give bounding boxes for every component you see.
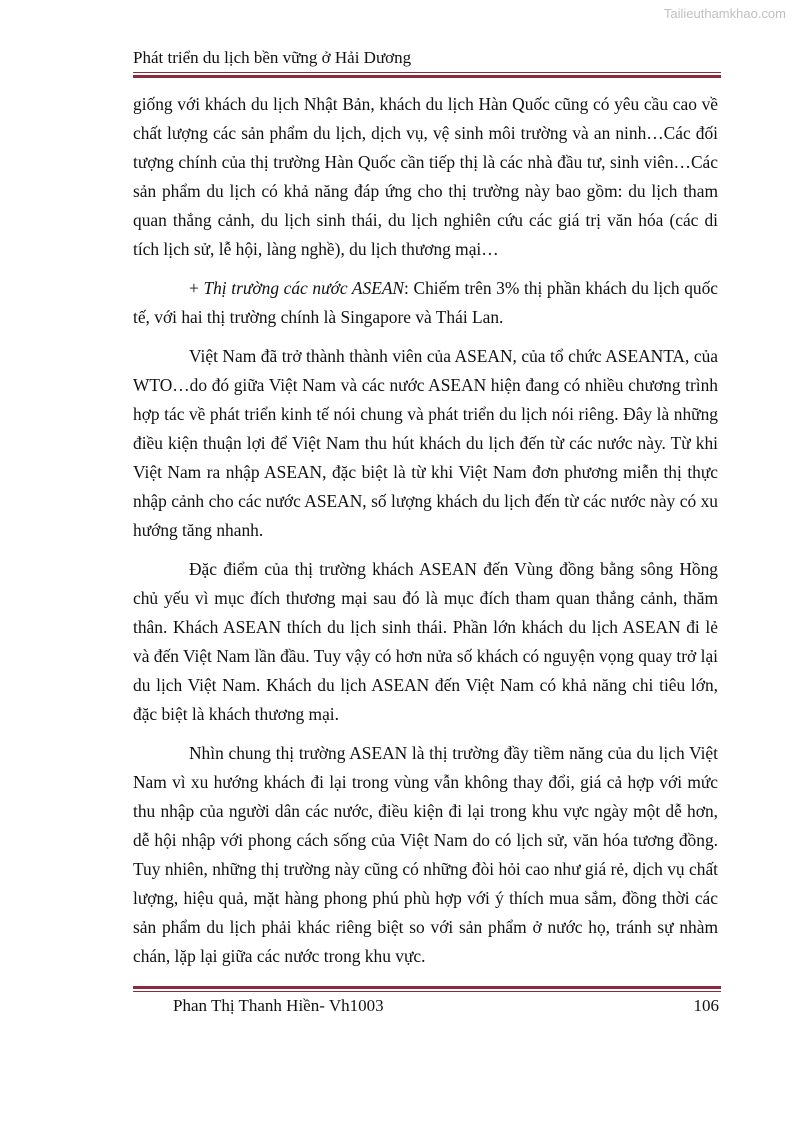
page-body xyxy=(133,90,718,981)
paragraph-vietnam-asean: Việt Nam đã trở thành thành viên của ASEAN, của tổ chức ASEANTA, của WTO…do đó giữa Việt Nam và các nước ASEAN hiện đang có nhiều chương trình hợp tác về phát triển kinh tế nói chung và phát triển du lịch nói riêng. Đây là những điều kiện thuận lợi để Việt Nam thu hút khách du lịch đến từ các nước này. Từ khi Việt Nam ra nhập ASEAN, đặc biệt là từ khi Việt Nam đơn phương miễn thị thực nhập cảnh cho các nước ASEAN, số lượng khách du lịch đến từ các nước này có xu hướng tăng nhanh. xyxy=(133,346,718,540)
running-header: Phát triển du lịch bền vững ở Hải Dương xyxy=(133,48,412,67)
list-marker: + xyxy=(189,278,204,298)
market-description: : Chiếm trên 3% thị phần khách du lịch quốc tế, với hai thị trường chính là Singapore và Thái Lan. xyxy=(133,278,719,327)
paragraph-market-overview: Nhìn chung thị trường ASEAN là thị trường đầy tiềm năng của du lịch Việt Nam vì xu hướng khách đi lại trong vùng vẫn không thay đổi, giá cả hợp với mức thu nhập của người dân các nước, điều kiện đi lại trong khu vực ngày một dễ hơn, dễ hội nhập với phong cách sống của Việt Nam do có lịch sử, văn hóa tương đồng. Tuy nhiên, những thị trường này cũng có những đòi hỏi cao như giá rẻ, dịch vụ chất lượng, hiệu quả, mặt hàng phong phú phù hợp với ý thích mua sắm, đồng thời các sản phẩm du lịch phải khác riêng biệt so với sản phẩm ở nước họ, tránh sự nhàm chán, lặp lại giữa các nước trong khu vực. xyxy=(133,743,718,966)
watermark-text: Tailieuthamkhao.com xyxy=(663,6,786,21)
paragraph-continuation: giống với khách du lịch Nhật Bản, khách du lịch Hàn Quốc cũng có yêu cầu cao về chất lượng các sản phẩm du lịch, dịch vụ, vệ sinh môi trường và an ninh…Các đối tượng chính của thị trường Hàn Quốc cần tiếp thị là các nhà đầu tư, sinh viên…Các sản phẩm du lịch có khả năng đáp ứng cho thị trường này bao gồm: du lịch tham quan thắng cảnh, du lịch sinh thái, du lịch nghiên cứu các giá trị văn hóa (các di tích lịch sử, lễ hội, làng nghề), du lịch thương mại… xyxy=(133,94,718,259)
market-heading: Thị trường các nước ASEAN xyxy=(203,278,405,298)
header-divider xyxy=(133,72,721,78)
paragraph-asean-market xyxy=(133,274,718,332)
paragraph-market-characteristics: Đặc điểm của thị trường khách ASEAN đến Vùng đồng bằng sông Hồng chủ yếu vì mục đích thương mại sau đó là mục đích tham quan thắng cảnh, thăm thân. Khách ASEAN thích du lịch sinh thái. Phần lớn khách du lịch ASEAN đi lẻ và đến Việt Nam lần đầu. Tuy vậy có hơn nửa số khách có nguyện vọng quay trở lại du lịch Việt Nam. Khách du lịch ASEAN đến Việt Nam có khả năng chi tiêu lớn, đặc biệt là khách thương mại. xyxy=(133,559,718,724)
footer-author: Phan Thị Thanh Hiền- Vh1003 xyxy=(173,996,384,1015)
footer-divider xyxy=(133,986,721,992)
page-number: 106 xyxy=(693,996,719,1015)
